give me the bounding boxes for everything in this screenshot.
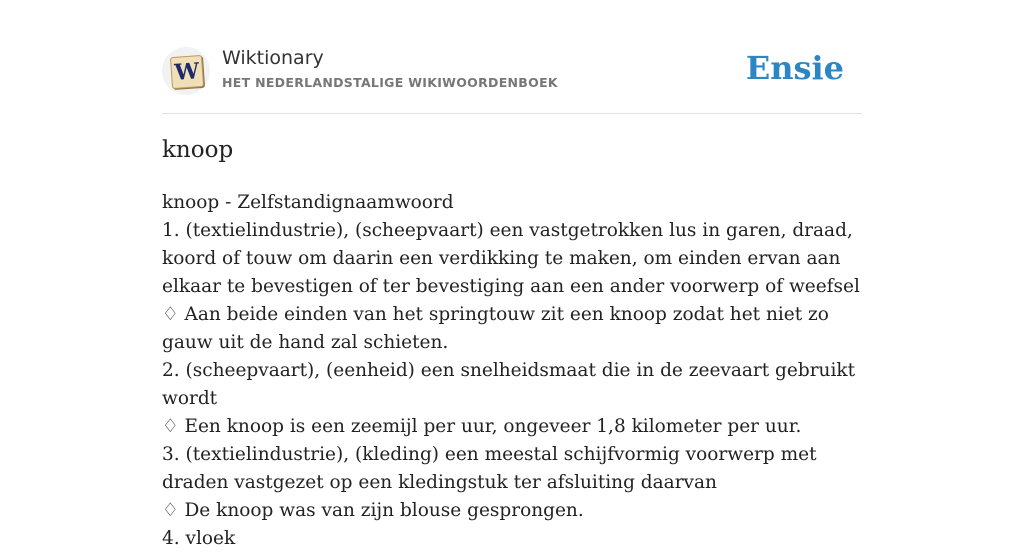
page-title: knoop <box>162 137 234 163</box>
definition-entry <box>162 189 862 553</box>
example-3: ♢ De knoop was van zijn blouse gesprongen. <box>162 500 584 521</box>
definition-4: 4. vloek <box>162 528 236 549</box>
example-1: ♢ Aan beide einden van het springtouw zit een knoop zodat het niet zo gauw uit de hand zal schieten. <box>162 304 829 353</box>
example-2: ♢ Een knoop is een zeemijl per uur, ongeveer 1,8 kilometer per uur. <box>162 416 802 437</box>
wiktionary-logo-icon[interactable] <box>162 47 210 95</box>
logo-letter: W <box>173 58 201 86</box>
header-divider <box>162 113 862 114</box>
site-title[interactable]: Wiktionary <box>222 47 324 69</box>
definition-2: 2. (scheepvaart), (eenheid) een snelheidsmaat die in de zeevaart gebruikt wordt <box>162 360 856 409</box>
logo-tile <box>170 55 204 89</box>
site-header <box>162 44 862 100</box>
ensie-brand-link[interactable]: Ensie <box>745 49 844 87</box>
definition-3: 3. (textielindustrie), (kleding) een meestal schijfvormig voorwerp met draden vastgezet op een kledingstuk ter afsluiting daarvan <box>162 444 817 493</box>
entry-heading: knoop - Zelfstandignaamwoord <box>162 192 454 213</box>
site-subtitle: HET NEDERLANDSTALIGE WIKIWOORDENBOEK <box>222 75 558 90</box>
definition-1: 1. (textielindustrie), (scheepvaart) een vastgetrokken lus in garen, draad, koord of touw om daarin een verdikking te maken, om einden ervan aan elkaar te bevestigen of ter bevestiging aan een ander voorwerp of weefsel <box>162 220 860 297</box>
